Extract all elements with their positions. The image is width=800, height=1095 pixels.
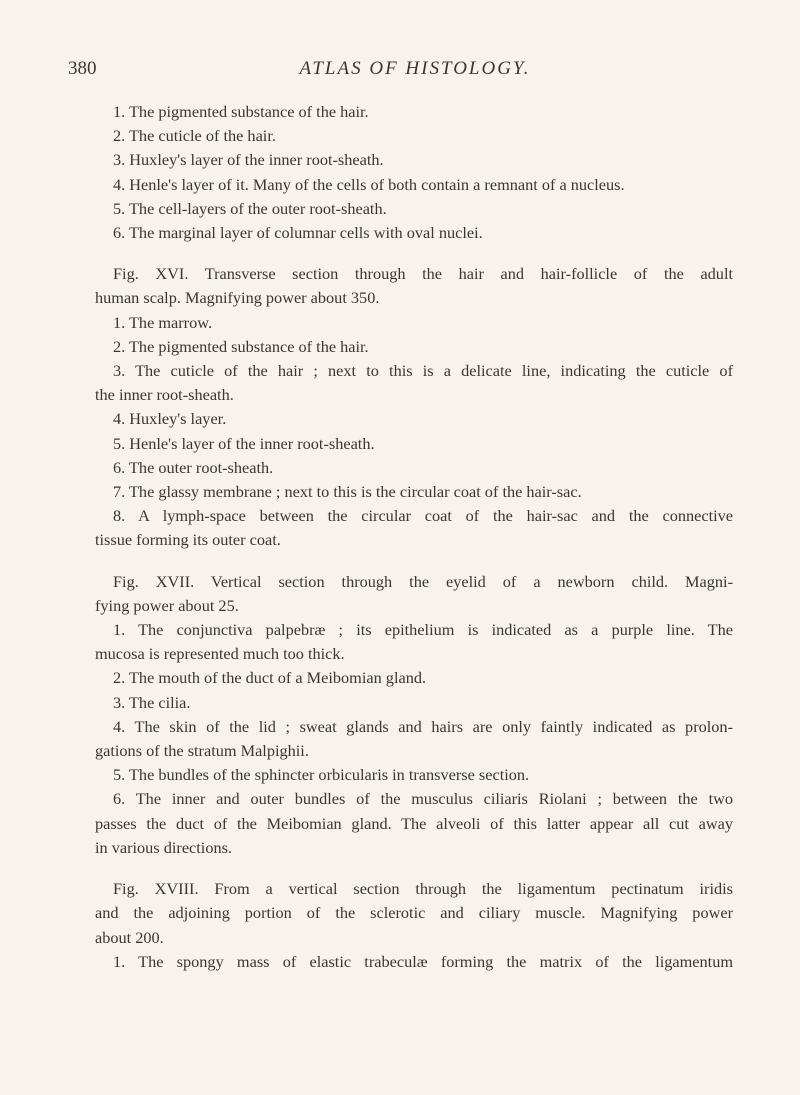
text-line: Fig. XVI. Transverse section through the hair and hair-follicle of the adult [113, 264, 733, 284]
page-header [0, 58, 800, 88]
text-line: 3. Huxley's layer of the inner root-sheath. [113, 150, 384, 170]
paragraph-gap [95, 553, 733, 570]
text-line: 2. The pigmented substance of the hair. [113, 336, 369, 356]
text-line: in various directions. [95, 837, 233, 857]
text-line: about 200. [95, 927, 164, 947]
text-line: 5. The cell-layers of the outer root-sheath. [113, 198, 387, 218]
text-line: 6. The inner and outer bundles of the musculus ciliaris Riolani ; between the two [113, 789, 733, 809]
text-line: passes the duct of the Meibomian gland. The alveoli of this latter appear all cut away [95, 813, 733, 833]
text-line: Fig. XVIII. From a vertical section through the ligamentum pectinatum iridis [113, 879, 733, 899]
text-line: 4. Henle's layer of it. Many of the cells of both contain a remnant of a nucleus. [113, 174, 625, 194]
text-line: tissue forming its outer coat. [95, 530, 281, 550]
text-line: 4. The skin of the lid ; sweat glands and hairs are only faintly indicated as prolon- [113, 716, 733, 736]
text-line: 6. The outer root-sheath. [113, 457, 274, 477]
text-line: mucosa is represented much too thick. [95, 644, 345, 664]
text-line: and the adjoining portion of the sclerotic and ciliary muscle. Magnifying power [95, 903, 733, 923]
text-line: 1. The marrow. [113, 312, 213, 332]
text-line: 2. The cuticle of the hair. [113, 126, 276, 146]
text-line: human scalp. Magnifying power about 350. [95, 288, 380, 308]
text-line: 4. Huxley's layer. [113, 409, 227, 429]
text-line: 5. Henle's layer of the inner root-sheath. [113, 433, 375, 453]
text-line: Fig. XVII. Vertical section through the eyelid of a newborn child. Magni- [113, 571, 733, 591]
paragraph-gap [95, 860, 733, 877]
text-line: the inner root-sheath. [95, 385, 234, 405]
text-line: 5. The bundles of the sphincter orbicularis in transverse section. [113, 765, 530, 785]
text-line: 8. A lymph-space between the circular coat of the hair-sac and the connective [113, 506, 733, 526]
text-line: gations of the stratum Malpighii. [95, 741, 309, 761]
text-line: 1. The conjunctiva palpebræ ; its epithelium is indicated as a purple line. The [113, 620, 733, 640]
running-title: ATLAS OF HISTOLOGY. [299, 58, 531, 79]
text-line: 1. The spongy mass of elastic trabeculæ forming the matrix of the ligamentum [113, 951, 733, 971]
text-line: 6. The marginal layer of columnar cells with oval nuclei. [113, 223, 483, 243]
text-line: 3. The cuticle of the hair ; next to this is a delicate line, indicating the cuticle of [113, 361, 733, 381]
text-line: 1. The pigmented substance of the hair. [113, 102, 369, 121]
page-number: 380 [68, 58, 97, 79]
body-text [95, 100, 733, 974]
paragraph-gap [95, 245, 733, 262]
text-line: 3. The cilia. [113, 692, 191, 712]
text-line: 7. The glassy membrane ; next to this is the circular coat of the hair-sac. [113, 482, 582, 502]
text-line: fying power about 25. [95, 595, 239, 615]
text-line: 2. The mouth of the duct of a Meibomian gland. [113, 668, 427, 688]
